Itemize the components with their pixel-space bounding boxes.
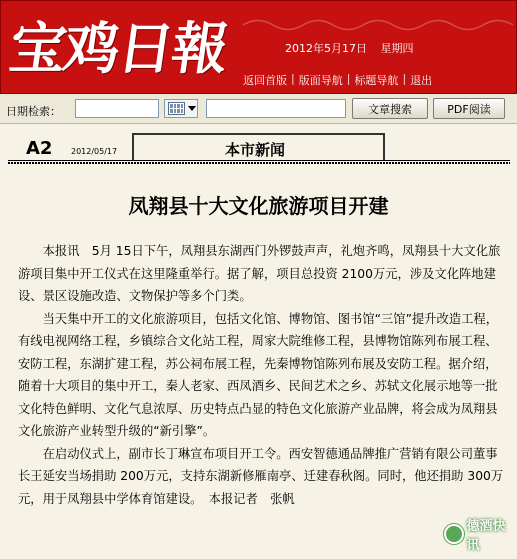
masthead-nav [243,72,432,88]
section-title: 本市新闻 [225,141,286,159]
article-paragraph: 本报讯 5月 15日下午，凤翔县东湖西门外锣鼓声声，礼炮齐鸣，凤翔县十大文化旅游项目集中开工仪式在这里隆重举行。据了解，项目总投资 2100万元，涉及文化阵地建设、景区设施改造、文物保护等多个门类。 [18,244,501,303]
masthead [0,0,517,94]
nav-title-navigation[interactable]: 标题导航 [354,74,399,87]
page-number: A2 [26,138,53,159]
issue-weekday: 星期四 [380,42,414,55]
article-search-button[interactable]: 文章搜索 [352,98,428,119]
search-toolbar [0,94,517,124]
calendar-dropdown-button[interactable] [164,99,198,118]
newspaper-logo[interactable] [5,8,236,90]
page-header [0,130,517,166]
pdf-read-button[interactable]: PDF阅读 [433,98,505,119]
chevron-down-icon [188,106,196,111]
page-date: 2012/05/17 [71,147,118,156]
watermark-text: 德酒快讯 [466,519,506,553]
masthead-ornament [243,16,513,34]
article-paragraph: 当天集中开工的文化旅游项目，包括文化馆、博物馆、图书馆“三馆”提升改造工程，有线电视网络工程，乡镇综合文化站工程，周家大院维修工程，县博物馆陈列布展工程、安防工程，东湖扩建工程，苏公祠布展工程，先秦博物馆陈列布展及安防工程。据介绍，随着十大项目的集中开工，秦人老家、西凤酒乡、民间艺术之乡、苏轼文化展示地等一批文化特色鲜明、文化气息浓厚、历史特点凸显的特色文化旅游产业品牌，将会成为凤翔县文化旅游产业转型升级的“新引擎”。 [18,311,499,438]
article-paragraph: 在启动仪式上，副市长丁琳宣布项目开工令。西安智德通品牌推广营销有限公司董事长王延安当场捐助 200万元，支持东湖新修雁南亭、迁建春秋阁。同时，他还捐助 300万元，用于凤翔县中学体育馆建设。 本报记者 张帆 [18,446,504,506]
issue-date-line [285,40,424,56]
date-search-label: 日期检索： [6,105,61,118]
issue-date: 2012年5月17日 [285,42,367,55]
nav-back-to-front[interactable]: 返回首版 [243,74,287,87]
nav-separator: | [291,72,295,85]
article-headline: 凤翔县十大文化旅游项目开建 [128,194,389,218]
article-body [18,240,506,510]
nav-page-navigation[interactable]: 版面导航 [298,74,343,87]
article-search-input[interactable] [206,99,346,118]
divider [8,160,510,161]
watermark-logo-icon [444,524,464,544]
logo-text: 宝鸡日報 [5,16,231,82]
dotted-divider [8,162,510,164]
calendar-icon [168,102,185,115]
nav-exit[interactable]: 退出 [410,74,433,87]
watermark [444,515,517,553]
nav-separator: | [346,72,351,85]
date-input[interactable] [75,99,159,118]
nav-separator: | [402,72,407,85]
article [0,170,517,559]
